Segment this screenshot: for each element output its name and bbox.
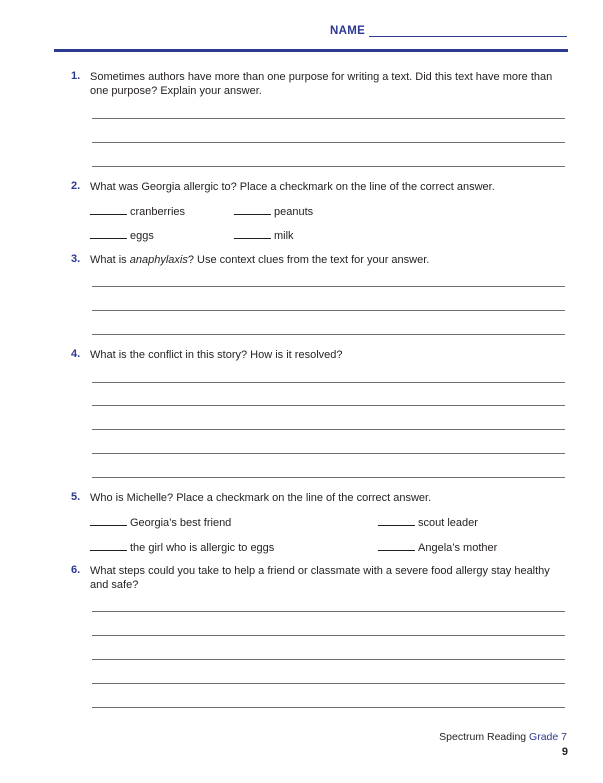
footer-book: Spectrum Reading: [439, 731, 527, 743]
answer-line[interactable]: [92, 405, 565, 406]
footer-grade: Grade 7: [529, 731, 567, 743]
answer-line[interactable]: [92, 659, 565, 660]
choice-label: Angela’s mother: [418, 542, 498, 554]
question-number: 3.: [71, 253, 81, 265]
answer-line[interactable]: [92, 142, 565, 143]
question-text: [90, 253, 570, 267]
page-number: 9: [561, 746, 568, 758]
choice-angelas-mother[interactable]: [378, 541, 497, 554]
header-rule: [54, 49, 568, 52]
answer-line[interactable]: [92, 611, 565, 612]
footer-credit: [439, 731, 567, 743]
question-text-before: What is: [90, 254, 130, 266]
answer-line[interactable]: [92, 118, 565, 119]
choice-scout-leader[interactable]: [378, 516, 478, 529]
choice-label: scout leader: [418, 517, 478, 529]
choice-label: milk: [274, 230, 294, 242]
choice-label: eggs: [130, 230, 154, 242]
answer-line[interactable]: [92, 453, 565, 454]
question-text: Who is Michelle? Place a checkmark on the line of the correct answer.: [90, 492, 432, 504]
choice-label: the girl who is allergic to eggs: [130, 542, 275, 554]
question-number: 1.: [71, 70, 81, 82]
question-text: What steps could you take to help a friend or classmate with a severe food allergy stay healthy and safe?: [90, 565, 550, 591]
checkmark-blank[interactable]: [234, 229, 271, 239]
answer-line[interactable]: [92, 707, 565, 708]
answer-line[interactable]: [92, 382, 565, 383]
choice-cranberries[interactable]: [90, 205, 185, 218]
checkmark-blank[interactable]: [90, 229, 127, 239]
question-text-after: ? Use context clues from the text for your answer.: [187, 254, 430, 266]
question-text: What was Georgia allergic to? Place a checkmark on the line of the correct answer.: [90, 181, 495, 193]
question-number: 5.: [71, 491, 81, 503]
choice-label: peanuts: [274, 206, 314, 218]
answer-line[interactable]: [92, 477, 565, 478]
answer-line[interactable]: [92, 635, 565, 636]
name-field[interactable]: [330, 25, 567, 41]
checkmark-blank[interactable]: [90, 205, 127, 215]
checkmark-blank[interactable]: [90, 541, 127, 551]
name-line[interactable]: [369, 36, 567, 37]
answer-line[interactable]: [92, 166, 565, 167]
choice-best-friend[interactable]: [90, 516, 231, 529]
name-label: NAME: [330, 25, 366, 37]
checkmark-blank[interactable]: [90, 516, 127, 526]
answer-line[interactable]: [92, 334, 565, 335]
question-number: 4.: [71, 348, 81, 360]
answer-line[interactable]: [92, 310, 565, 311]
answer-line[interactable]: [92, 429, 565, 430]
answer-line[interactable]: [92, 683, 565, 684]
question-number: 6.: [71, 564, 81, 576]
choice-milk[interactable]: [234, 229, 294, 242]
question-text: What is the conflict in this story? How is it resolved?: [90, 349, 343, 361]
choice-eggs[interactable]: [90, 229, 154, 242]
checkmark-blank[interactable]: [378, 516, 415, 526]
choice-label: Georgia’s best friend: [130, 517, 232, 529]
question-number: 2.: [71, 180, 81, 192]
choice-peanuts[interactable]: [234, 205, 313, 218]
question-term: anaphylaxis: [129, 254, 188, 266]
choice-label: cranberries: [130, 206, 186, 218]
checkmark-blank[interactable]: [234, 205, 271, 215]
question-text: Sometimes authors have more than one purpose for writing a text. Did this text have more than one purpose? Explain your answer.: [90, 71, 553, 97]
answer-line[interactable]: [92, 286, 565, 287]
choice-allergic-girl[interactable]: [90, 541, 274, 554]
checkmark-blank[interactable]: [378, 541, 415, 551]
